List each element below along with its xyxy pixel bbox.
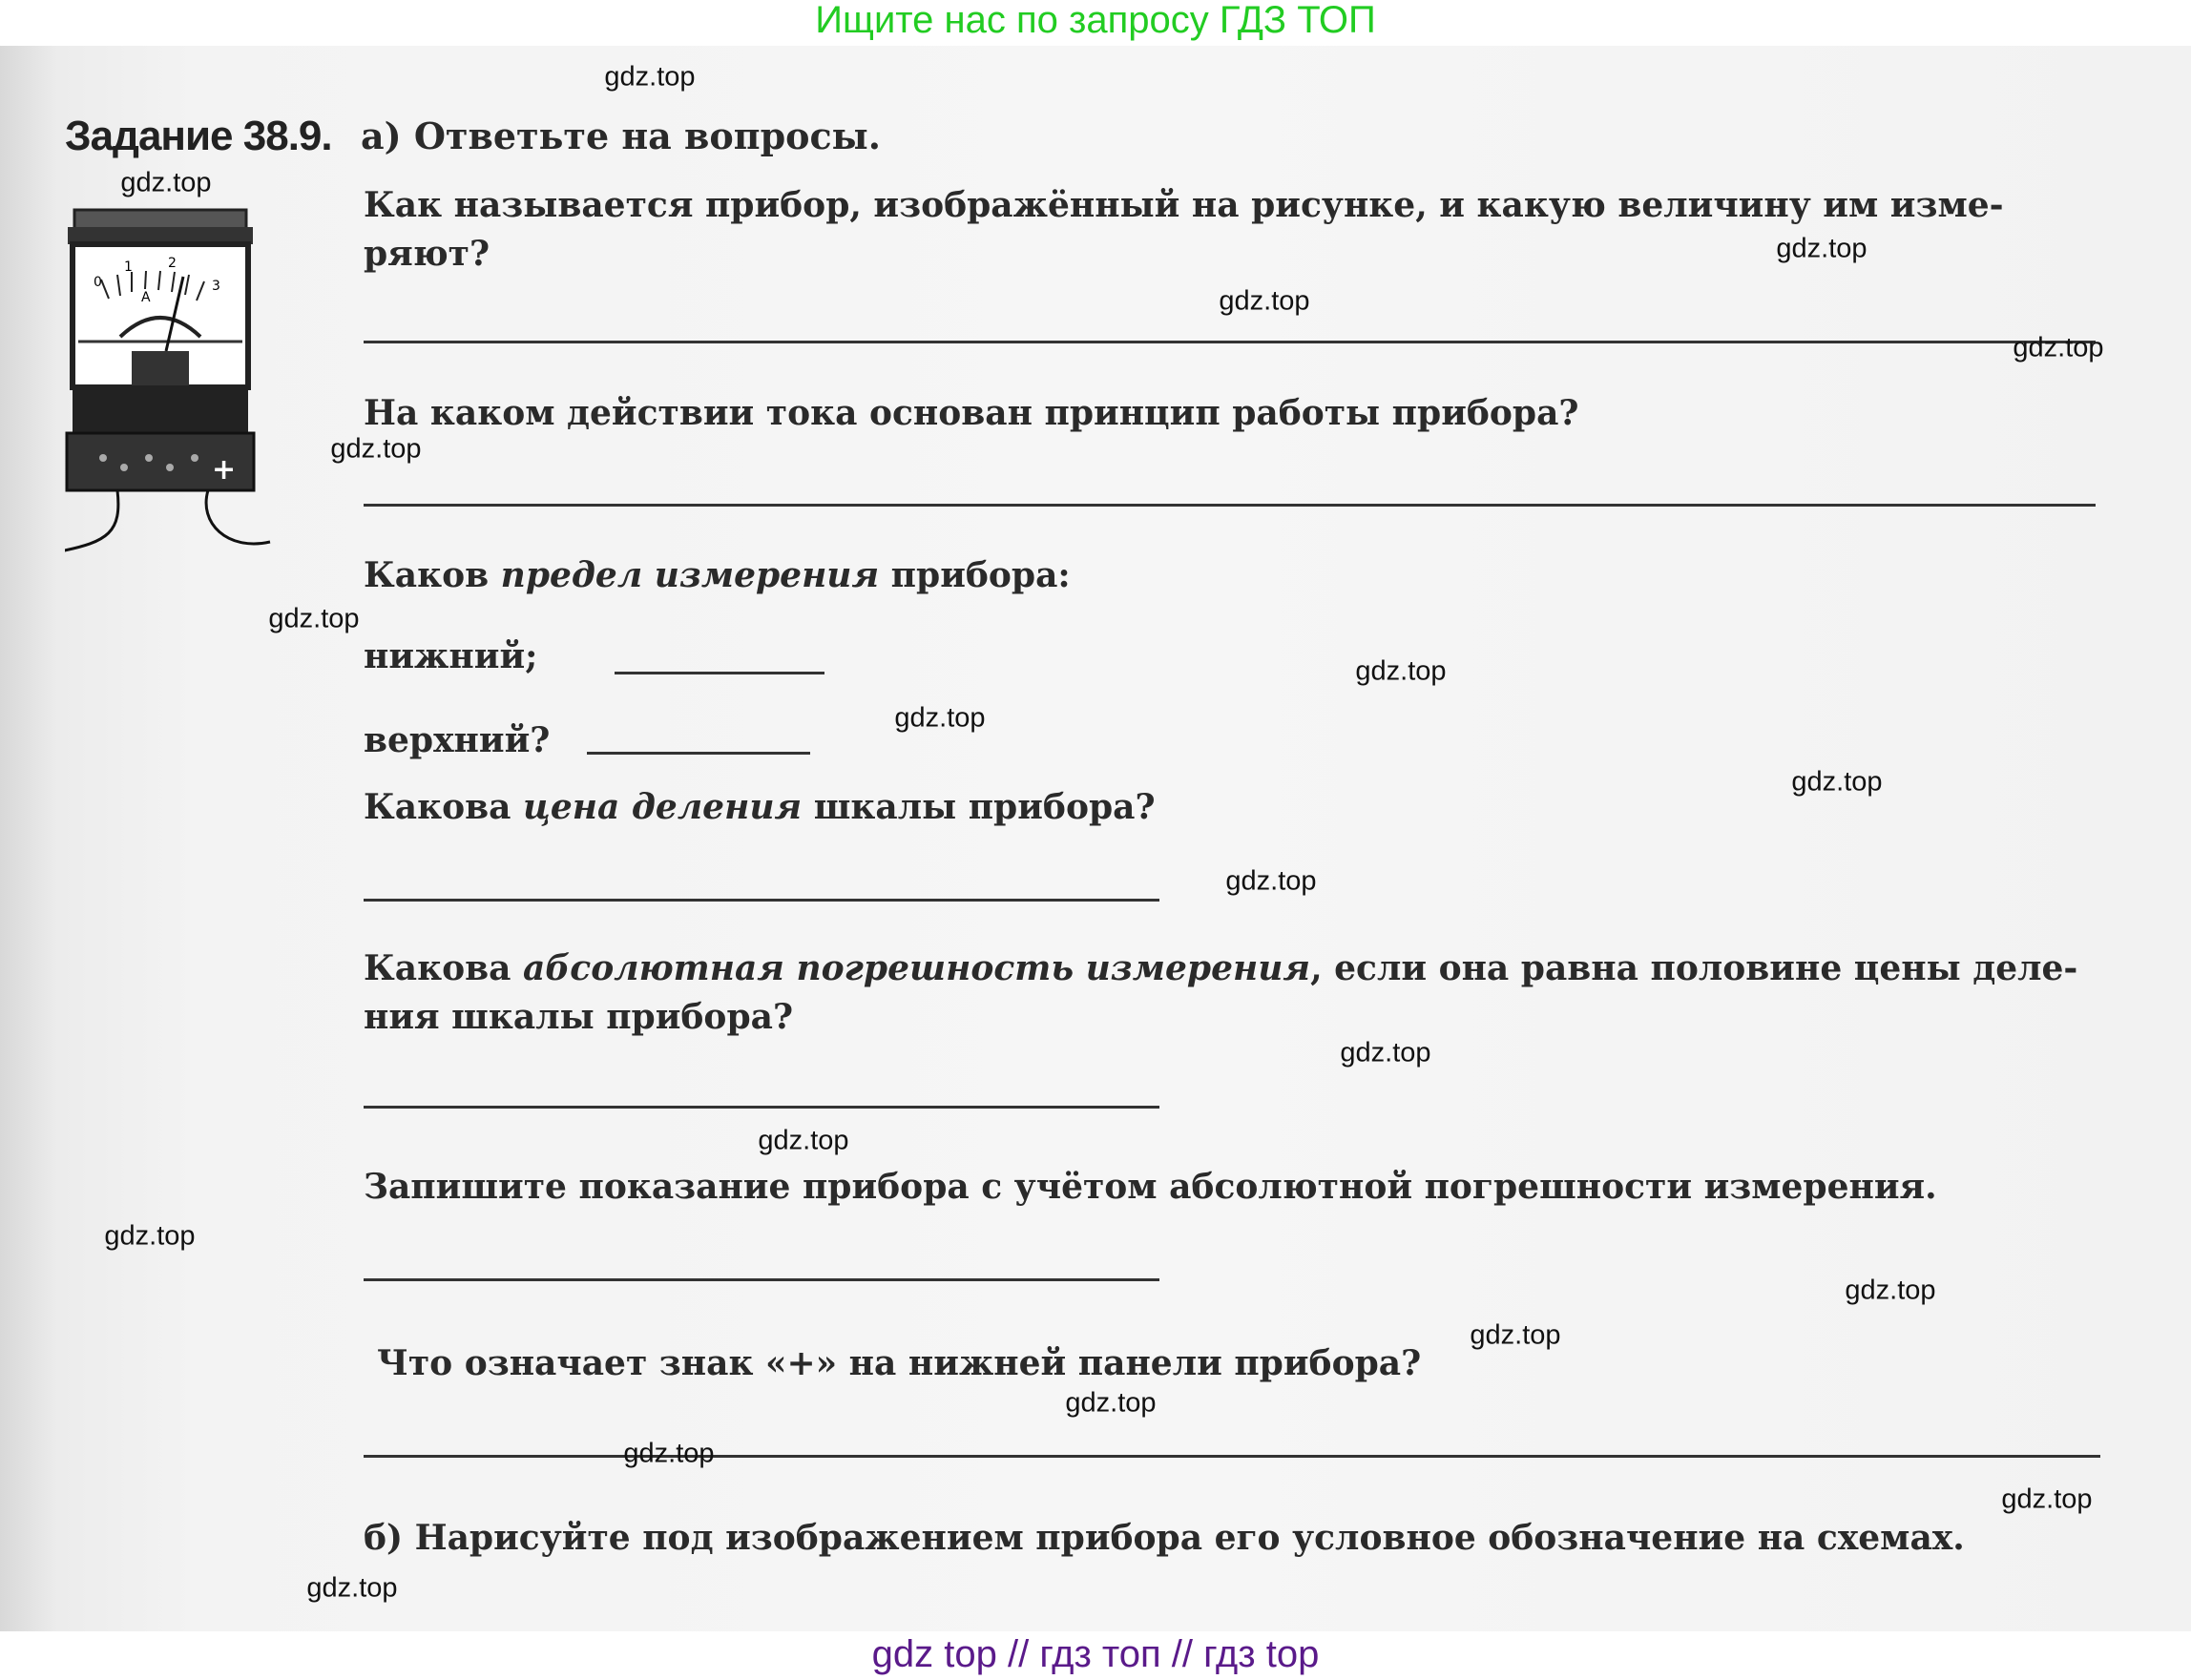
task-number: Задание 38.9. <box>65 113 332 159</box>
answer-line-upper-limit[interactable] <box>587 752 810 755</box>
watermark: gdz.top <box>1065 1387 1157 1419</box>
watermark: gdz.top <box>623 1438 715 1469</box>
scale-label-1: 1 <box>124 259 133 275</box>
footer-links[interactable]: gdz top // гдз топ // гдз top <box>871 1633 1320 1675</box>
question-6: Запишите показание прибора с учётом абсолютной погрешности измерения. <box>364 1167 1937 1207</box>
watermark: gdz.top <box>1340 1037 1431 1068</box>
scale-label-3: 3 <box>212 279 220 294</box>
scale-label-0: 0 <box>94 275 102 290</box>
watermark: gdz.top <box>1845 1275 1936 1306</box>
answer-line-1[interactable] <box>364 341 2096 343</box>
question-2: На каком действии тока основан принцип работы прибора? <box>364 393 1579 433</box>
watermark: gdz.top <box>306 1572 398 1604</box>
search-banner[interactable]: Ищите нас по запросу ГДЗ ТОП <box>815 0 1376 41</box>
part-b-instruction: б) Нарисуйте под изображением прибора его условное обозначение на схемах. <box>364 1518 1965 1558</box>
watermark: gdz.top <box>1355 655 1447 687</box>
watermark: gdz.top <box>120 167 212 198</box>
unit-label: A <box>141 290 151 305</box>
watermark: gdz.top <box>2013 332 2104 363</box>
watermark: gdz.top <box>1470 1319 1561 1351</box>
question-5-line-1: Какова абсолютная погрешность измерения, если она равна половине цены деле- <box>364 948 2078 988</box>
watermark: gdz.top <box>758 1125 849 1156</box>
watermark: gdz.top <box>894 702 986 734</box>
lower-limit-label: нижний; <box>364 636 538 676</box>
question-1-line-2: ряют? <box>364 234 490 274</box>
part-a-heading: а) Ответьте на вопросы. <box>361 114 881 157</box>
question-3: Каков предел измерения прибора: <box>364 555 1071 595</box>
watermark: gdz.top <box>104 1220 196 1252</box>
watermark: gdz.top <box>330 433 422 465</box>
watermark: gdz.top <box>2001 1483 2093 1515</box>
watermark: gdz.top <box>604 61 696 93</box>
question-5-line-2: ния шкалы прибора? <box>364 997 794 1037</box>
watermark: gdz.top <box>1791 766 1883 798</box>
answer-line-5[interactable] <box>364 1106 1159 1109</box>
scale-label-2: 2 <box>168 256 177 271</box>
watermark: gdz.top <box>1219 285 1310 317</box>
answer-line-lower-limit[interactable] <box>615 672 824 674</box>
watermark: gdz.top <box>1225 865 1317 897</box>
ammeter-illustration <box>65 208 299 561</box>
answer-line-4[interactable] <box>364 899 1159 902</box>
question-7: Что означает знак «+» на нижней панели прибора? <box>377 1343 1422 1383</box>
upper-limit-label: верхний? <box>364 720 551 760</box>
watermark: gdz.top <box>268 603 360 634</box>
question-4: Какова цена деления шкалы прибора? <box>364 787 1156 827</box>
answer-line-2[interactable] <box>364 504 2096 507</box>
plus-sign: + <box>212 453 237 487</box>
answer-line-6[interactable] <box>364 1278 1159 1281</box>
question-1-line-1: Как называется прибор, изображённый на рисунке, и какую величину им изме- <box>364 185 2004 225</box>
watermark: gdz.top <box>1776 233 1868 264</box>
